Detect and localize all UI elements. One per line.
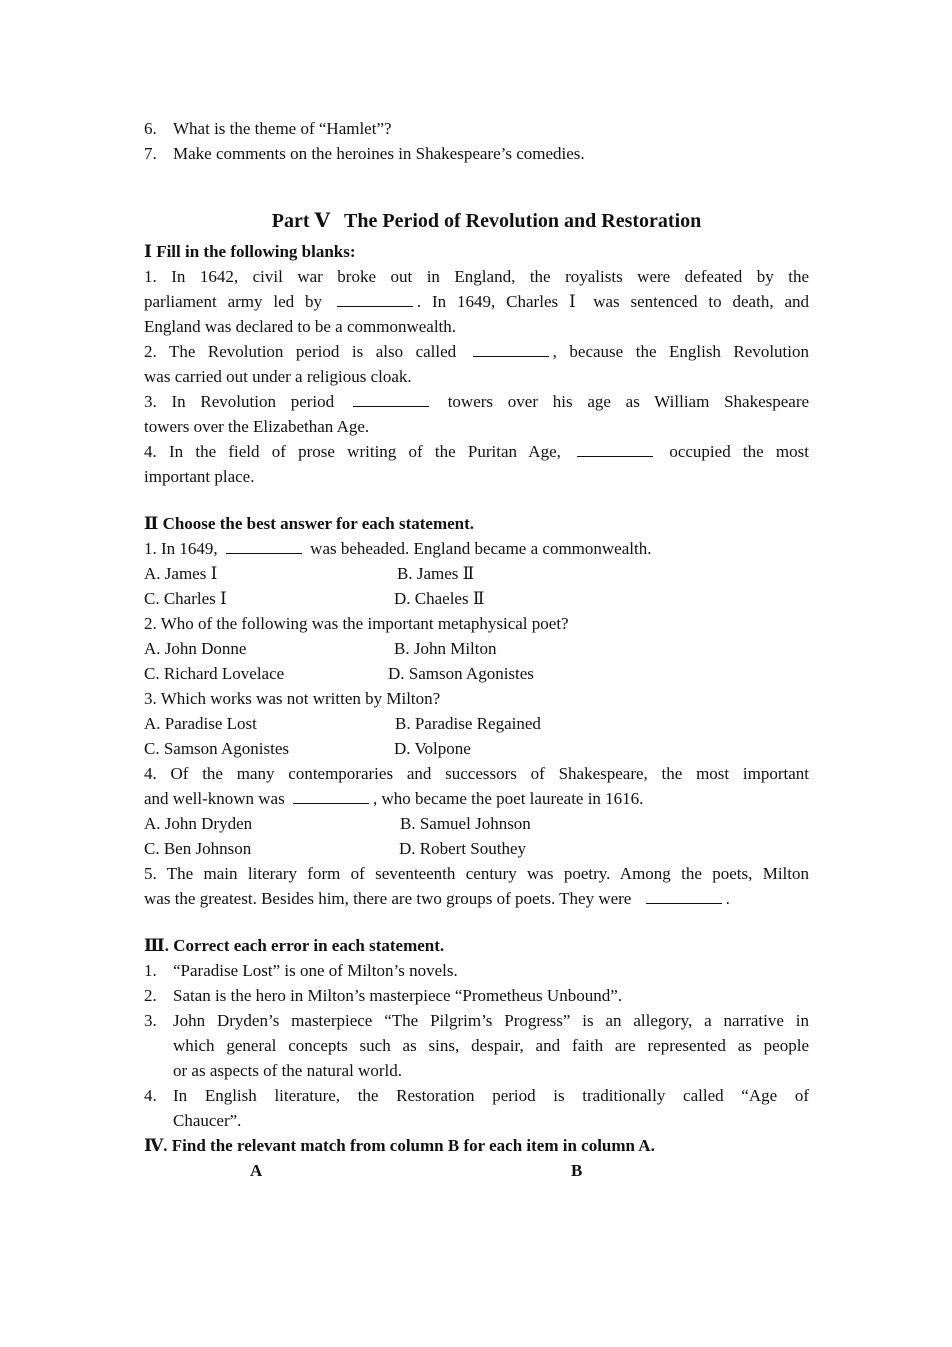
s1-q1-line3: England was declared to be a commonwealth. [144, 317, 457, 336]
s3-item-2 [144, 983, 809, 1008]
option-a[interactable]: A. John Donne [144, 639, 247, 658]
s1-q4-line2: important place. [144, 467, 255, 486]
s2-q5-line2 [144, 886, 809, 911]
s2-q3-options-ab [144, 711, 809, 736]
s2-q4-line1: 4. Of the many contemporaries and successors of Shakespeare, the most important [144, 764, 809, 783]
item-number: 1. [144, 961, 157, 980]
question-text: What is the theme of “Hamlet”? [173, 119, 392, 138]
s2-q2-options-cd [144, 661, 809, 686]
option-b[interactable]: B. Paradise Regained [395, 714, 541, 733]
s1-q1-line2 [144, 289, 809, 314]
question-6 [144, 116, 809, 141]
text: and well-known was [144, 789, 285, 808]
s2-q3-options-cd [144, 736, 809, 761]
s1-q3-line1 [144, 389, 809, 414]
part-title [144, 209, 809, 234]
answer-blank[interactable] [337, 292, 413, 307]
s2-q4-options-cd [144, 836, 809, 861]
text: occupied the most [669, 442, 809, 461]
option-d[interactable]: D. Robert Southey [399, 839, 527, 858]
text: , because the English Revolution [552, 342, 809, 361]
option-d[interactable]: D. Chaeles Ⅱ [394, 589, 485, 608]
part-label: Part Ⅴ [271, 210, 331, 232]
s2-q1-options-cd [144, 586, 809, 611]
text: . [725, 889, 730, 908]
document-page [144, 116, 809, 1183]
s2-q1-options-ab [144, 561, 809, 586]
answer-blank[interactable] [473, 342, 549, 357]
s2-q4-options-ab [144, 811, 809, 836]
item-text: or as aspects of the natural world. [173, 1061, 402, 1080]
s2-q2: 2. Who of the following was the important metaphysical poet? [144, 614, 569, 633]
text: 2. The Revolution period is also called [144, 342, 457, 361]
item-text: which general concepts such as sins, despair, and faith are represented as people [173, 1036, 809, 1055]
text: , who became the poet laureate in 1616. [372, 789, 644, 808]
s1-q1-line1: 1. In 1642, civil war broke out in England, the royalists were defeated by the [144, 267, 809, 286]
item-number: 2. [144, 986, 157, 1005]
part-heading: The Period of Revolution and Restoration [344, 210, 702, 232]
s3-item-1 [144, 958, 809, 983]
question-text: Make comments on the heroines in Shakespeare’s comedies. [173, 144, 585, 163]
item-number: 3. [144, 1011, 157, 1030]
s1-q4-line1 [144, 439, 809, 464]
answer-blank[interactable] [226, 539, 302, 554]
option-a[interactable]: A. John Dryden [144, 814, 253, 833]
s2-q5-line1: 5. The main literary form of seventeenth century was poetry. Among the poets, Milton [144, 864, 809, 883]
question-number: 7. [144, 144, 157, 163]
answer-blank[interactable] [646, 889, 722, 904]
option-c[interactable]: C. Charles Ⅰ [144, 589, 227, 608]
item-text: In English literature, the Restoration period is traditionally called “Age of [173, 1086, 809, 1105]
option-c[interactable]: C. Richard Lovelace [144, 664, 285, 683]
section2-heading: Ⅱ Choose the best answer for each statement. [144, 514, 475, 533]
question-7 [144, 141, 809, 166]
text: 3. In Revolution period [144, 392, 335, 411]
section4-heading: Ⅳ. Find the relevant match from column B for each item in column A. [144, 1136, 655, 1155]
answer-blank[interactable] [577, 442, 653, 457]
text: was the greatest. Besides him, there are two groups of poets. They were [144, 889, 632, 908]
option-b[interactable]: B. James Ⅱ [397, 564, 475, 583]
text: parliament army led by [144, 292, 323, 311]
section1-heading: Ⅰ Fill in the following blanks: [144, 242, 356, 261]
s1-q2-line1 [144, 339, 809, 364]
text: 4. In the field of prose writing of the Puritan Age, [144, 442, 561, 461]
option-a[interactable]: A. Paradise Lost [144, 714, 257, 733]
item-text: John Dryden’s masterpiece “The Pilgrim’s Progress” is an allegory, a narrative in [173, 1011, 809, 1030]
option-a[interactable]: A. James Ⅰ [144, 564, 218, 583]
column-b-header: B [571, 1161, 583, 1180]
text: towers over his age as William Shakespeare [447, 392, 810, 411]
option-d[interactable]: D. Samson Agonistes [388, 664, 534, 683]
option-b[interactable]: B. Samuel Johnson [400, 814, 531, 833]
s2-q3: 3. Which works was not written by Milton? [144, 689, 441, 708]
s2-q2-options-ab [144, 636, 809, 661]
item-text: Satan is the hero in Milton’s masterpiece “Prometheus Unbound”. [173, 986, 622, 1005]
s2-q1 [144, 536, 809, 561]
column-a-header: A [250, 1161, 263, 1180]
option-c[interactable]: C. Samson Agonistes [144, 739, 289, 758]
option-c[interactable]: C. Ben Johnson [144, 839, 252, 858]
match-column-headers [144, 1158, 809, 1183]
text: . In 1649, Charles Ⅰ was sentenced to death, and [416, 292, 809, 311]
item-text: Chaucer”. [173, 1111, 242, 1130]
answer-blank[interactable] [293, 789, 369, 804]
s3-item-4 [144, 1083, 809, 1133]
text: was beheaded. England became a commonwealth. [310, 539, 652, 558]
question-number: 6. [144, 119, 157, 138]
item-text: “Paradise Lost” is one of Milton’s novels. [173, 961, 458, 980]
s1-q3-line2: towers over the Elizabethan Age. [144, 417, 370, 436]
answer-blank[interactable] [353, 392, 429, 407]
text: 1. In 1649, [144, 539, 218, 558]
option-b[interactable]: B. John Milton [394, 639, 497, 658]
s1-q2-line2: was carried out under a religious cloak. [144, 367, 412, 386]
option-d[interactable]: D. Volpone [394, 739, 471, 758]
item-number: 4. [144, 1086, 157, 1105]
s3-item-3 [144, 1008, 809, 1083]
section3-heading: Ⅲ. Correct each error in each statement. [144, 936, 445, 955]
s2-q4-line2 [144, 786, 809, 811]
